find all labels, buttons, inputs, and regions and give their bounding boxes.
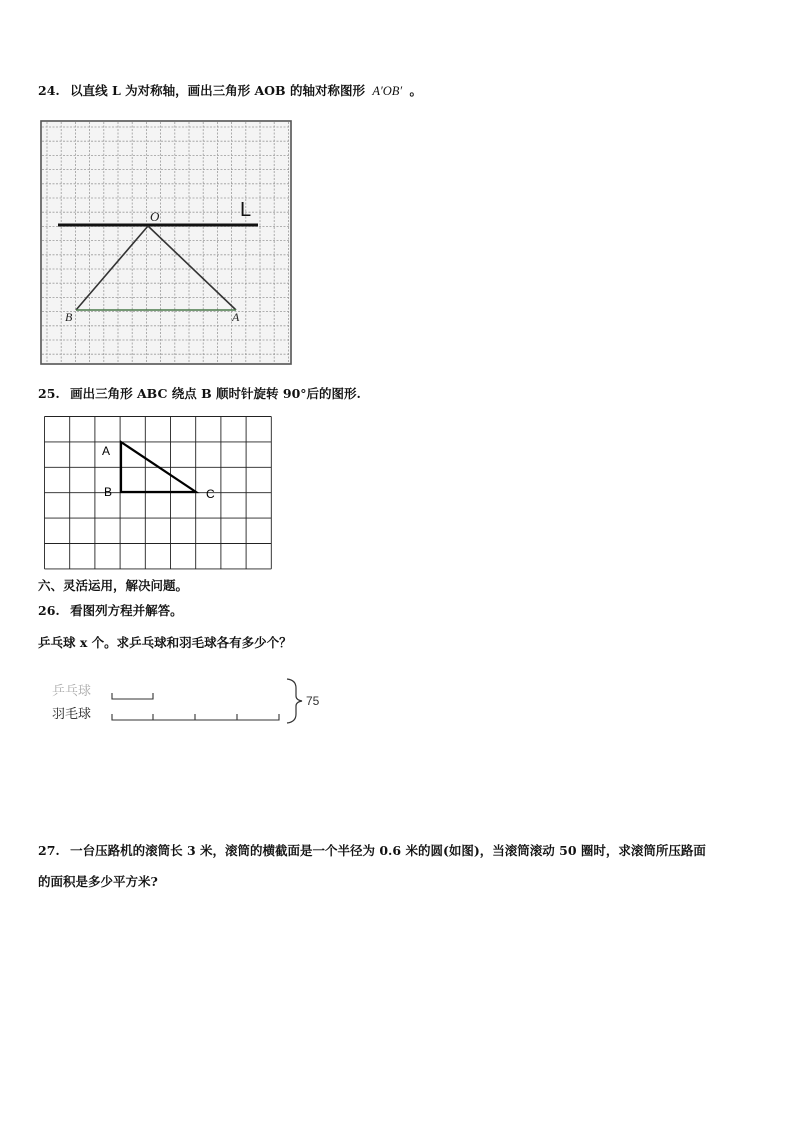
q24-text bbox=[38, 83, 422, 99]
q27-number: 27. bbox=[38, 843, 60, 858]
q26-text bbox=[38, 603, 183, 619]
row-label-pingpong: 乒乓球 bbox=[52, 684, 92, 699]
q25-text bbox=[38, 386, 361, 402]
label-C: C bbox=[206, 487, 215, 501]
label-O: O bbox=[150, 209, 160, 224]
q24-prompt: 以直线 L 为对称轴，画出三角形 AOB 的轴对称图形 bbox=[70, 83, 365, 98]
q26-number: 26. bbox=[38, 603, 60, 618]
section-6-title: 六、灵活运用，解决问题。 bbox=[38, 578, 189, 593]
q27-line2: 的面积是多少平方米? bbox=[38, 874, 158, 889]
q26-prompt: 看图列方程并解答。 bbox=[70, 603, 183, 618]
badminton-segment bbox=[112, 714, 279, 720]
label-B: B bbox=[104, 485, 113, 499]
q24-end: 。 bbox=[409, 83, 422, 98]
pingpong-segment bbox=[112, 693, 153, 699]
q24-formula: A′OB′ bbox=[372, 84, 403, 98]
q25-prompt: 画出三角形 ABC 绕点 B 顺时针旋转 90°后的图形. bbox=[70, 386, 361, 401]
label-L: L bbox=[240, 199, 252, 221]
total-brace bbox=[287, 679, 302, 723]
q24-number: 24. bbox=[38, 83, 60, 98]
q26-segment-diagram bbox=[50, 678, 330, 728]
row-label-badminton: 羽毛球 bbox=[52, 707, 92, 722]
total-value: 75 bbox=[306, 694, 320, 708]
q25-number: 25. bbox=[38, 386, 60, 401]
q27-line1 bbox=[38, 843, 706, 859]
q27-prompt-1: 一台压路机的滚筒长 3 米，滚筒的横截面是一个半径为 0.6 米的圆(如图)，当滚筒滚动 50 圈时，求滚筒所压路面 bbox=[70, 843, 706, 858]
label-B: B bbox=[65, 310, 73, 324]
label-A: A bbox=[102, 444, 111, 458]
q26-subtext: 乒乓球 x 个。求乒乓球和羽毛球各有多少个？ bbox=[38, 635, 292, 650]
q25-grid-figure bbox=[44, 416, 274, 572]
q24-grid-figure bbox=[40, 120, 292, 365]
label-A: A bbox=[232, 310, 240, 324]
